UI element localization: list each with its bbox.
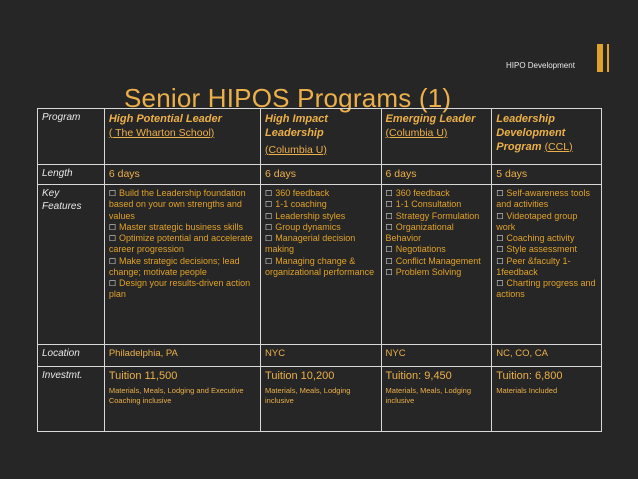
program-header-2 (261, 109, 382, 165)
feature-item: ☐ Negotiations (386, 244, 488, 255)
row-label-program: Program (38, 109, 105, 165)
feature-item: ☐ Managerial decision making (265, 233, 377, 256)
program-header-4 (492, 109, 602, 165)
program-name: Leadership Development Program (496, 113, 566, 153)
feature-item: ☐ Organizational Behavior (386, 222, 488, 245)
tuition-includes: Materials, Meals, Lodging inclusive (265, 385, 351, 405)
programs-table (37, 108, 602, 432)
features-cell-4 (492, 185, 602, 345)
program-name: High Potential Leader (108, 113, 222, 125)
program-school: ( The Wharton School) (108, 126, 215, 139)
tuition-includes: Materials, Meals, Lodging inclusive (385, 385, 472, 405)
feature-item: ☐ Strategy Formulation (386, 211, 488, 222)
feature-item: ☐ 360 feedback (386, 188, 488, 199)
feature-item: ☐ Master strategic business skills (109, 222, 256, 233)
program-school: (Columbia U) (265, 143, 327, 156)
tuition-value: Tuition 11,500 (108, 370, 178, 382)
row-label-location: Location (38, 345, 105, 367)
section-label: HIPO Development (506, 61, 575, 70)
tuition-value: Tuition: 9,450 (385, 370, 452, 382)
table-row-features (38, 185, 602, 345)
feature-item: ☐ Problem Solving (386, 267, 488, 278)
table-row-investment (38, 367, 602, 432)
table-row-length (38, 165, 602, 185)
row-label-length: Length (38, 165, 105, 185)
location-cell: NYC (381, 345, 492, 367)
feature-item: ☐ Design your results-driven action plan (109, 278, 256, 301)
feature-item: ☐ 360 feedback (265, 188, 377, 199)
tuition-includes: Materials, Meals, Lodging and Executive Coaching inclusive (108, 385, 244, 405)
features-cell-1 (104, 185, 260, 345)
accent-bar-thin (607, 44, 609, 72)
program-header-3 (381, 109, 492, 165)
feature-item: ☐ 1-1 Consultation (386, 199, 488, 210)
feature-item: ☐ Optimize potential and accelerate career progression (109, 233, 256, 256)
row-label-features: Key Features (38, 185, 105, 345)
tuition-value: Tuition 10,200 (265, 370, 335, 382)
location-cell: Philadelphia, PA (104, 345, 260, 367)
program-header-1 (104, 109, 260, 165)
investment-cell-3 (381, 367, 492, 432)
feature-item: ☐ Charting progress and actions (496, 278, 597, 301)
feature-item: ☐ Self-awareness tools and activities (496, 188, 597, 211)
feature-item: ☐ Leadership styles (265, 211, 377, 222)
feature-item: ☐ Build the Leadership foundation based on your own strengths and values (109, 188, 256, 222)
length-cell: 6 days (381, 165, 492, 185)
length-cell: 6 days (261, 165, 382, 185)
feature-item: ☐ 1-1 coaching (265, 199, 377, 210)
features-cell-2 (261, 185, 382, 345)
investment-cell-2 (261, 367, 382, 432)
investment-cell-4 (492, 367, 602, 432)
investment-cell-1 (104, 367, 260, 432)
tuition-includes: Materials Included (496, 385, 558, 395)
program-name: High Impact Leadership (265, 113, 328, 139)
feature-item: ☐ Videotaped group work (496, 211, 597, 234)
accent-bar (597, 44, 603, 72)
features-cell-3 (381, 185, 492, 345)
feature-item: ☐ Peer &faculty 1-1feedback (496, 256, 597, 279)
table-row-location (38, 345, 602, 367)
row-label-investment: Investmt. (38, 367, 105, 432)
feature-item: ☐ Managing change & organizational performance (265, 256, 377, 279)
program-school: (CCL) (544, 140, 573, 153)
table-row-program (38, 109, 602, 165)
feature-item: ☐ Group dynamics (265, 222, 377, 233)
feature-item: ☐ Make strategic decisions; lead change; motivate people (109, 256, 256, 279)
tuition-value: Tuition: 6,800 (496, 370, 563, 382)
location-cell: NC, CO, CA (492, 345, 602, 367)
feature-item: ☐ Style assessment (496, 244, 597, 255)
length-cell: 5 days (492, 165, 602, 185)
slide-title: Senior HIPOS Programs (1) (124, 83, 452, 113)
feature-item: ☐ Coaching activity (496, 233, 597, 244)
feature-item: ☐ Conflict Management (386, 256, 488, 267)
length-cell: 6 days (104, 165, 260, 185)
program-name: Emerging Leader (385, 113, 476, 125)
location-cell: NYC (261, 345, 382, 367)
program-school: (Columbia U) (385, 126, 448, 139)
